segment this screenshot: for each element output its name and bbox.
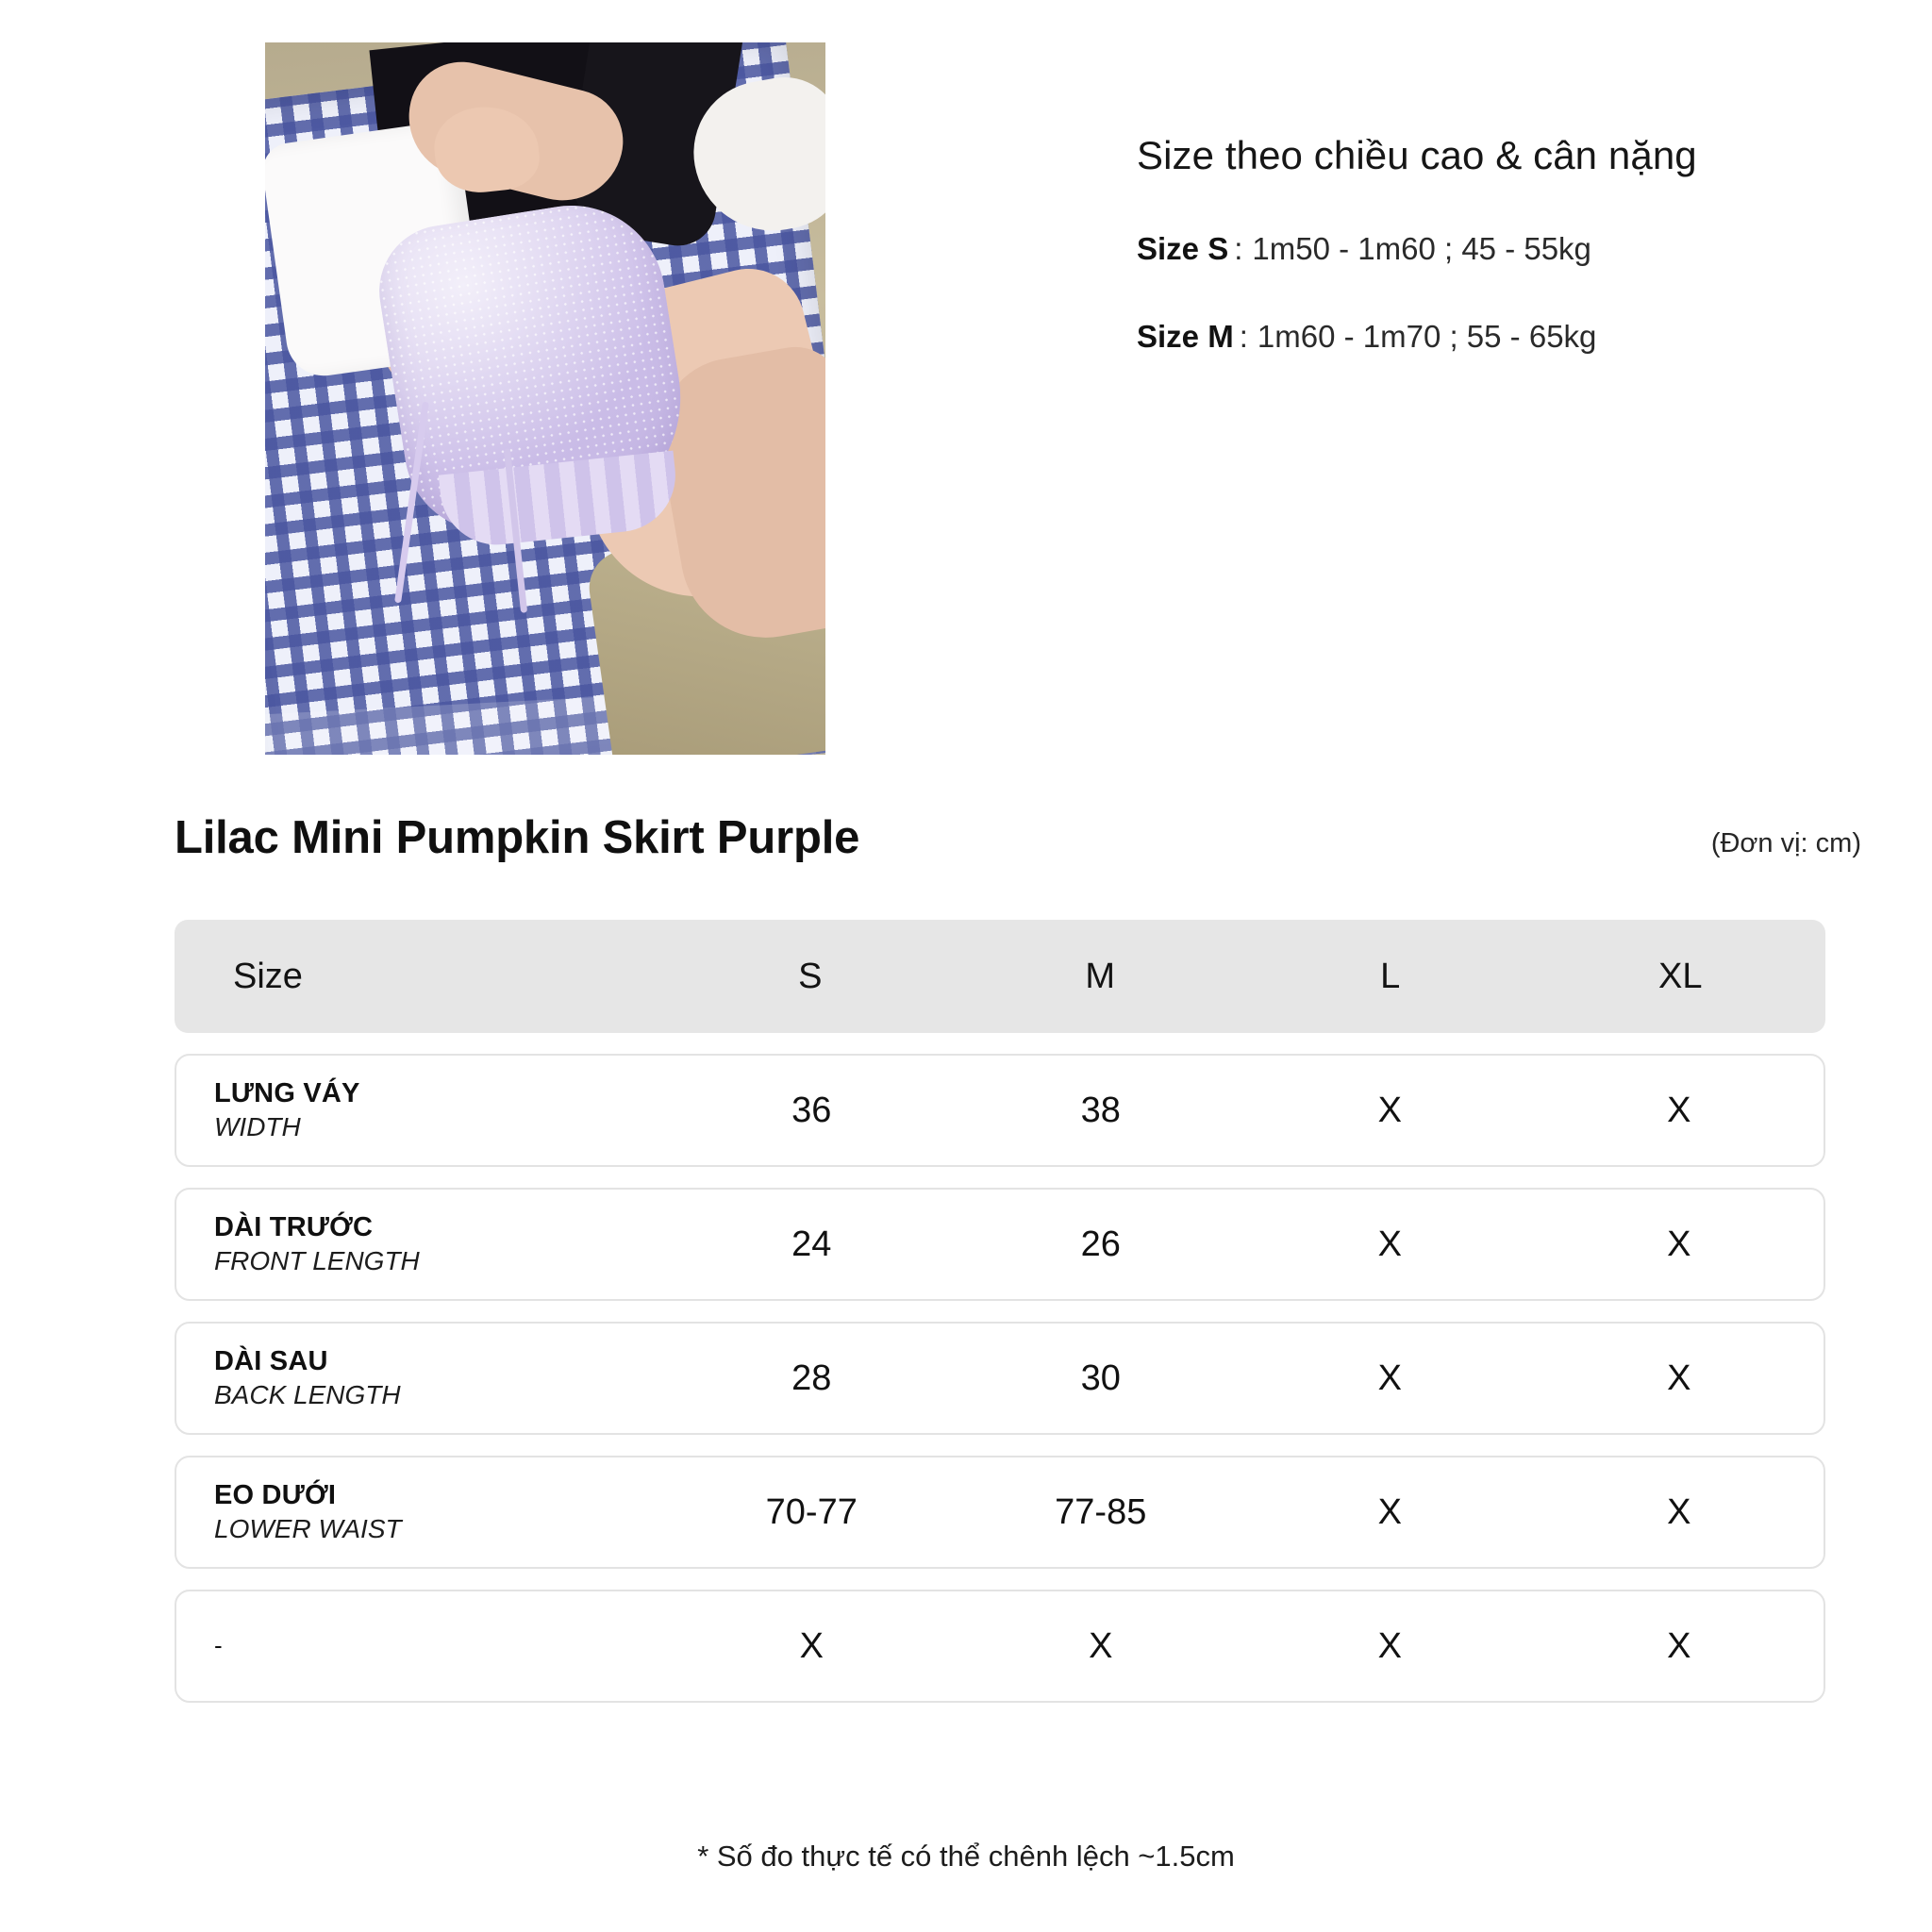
row-label-en: WIDTH xyxy=(214,1111,301,1141)
size-m-colon: : xyxy=(1239,319,1248,355)
unit-note: (Đơn vị: cm) xyxy=(1710,828,1861,858)
row-label-vi: DÀI TRƯỚC xyxy=(214,1212,374,1243)
row-label-vi: - xyxy=(214,1631,223,1660)
row-label-vi: EO DƯỚI xyxy=(214,1480,337,1511)
cell-lower-waist-s: 70-77 xyxy=(765,1491,858,1532)
cell-width-xl: X xyxy=(1667,1090,1691,1130)
measurement-table xyxy=(175,920,1825,1703)
table-row xyxy=(175,1188,1825,1301)
size-guide-block xyxy=(1137,132,1873,355)
cell-back-length-l: X xyxy=(1377,1357,1402,1398)
row-label-vi: LƯNG VÁY xyxy=(214,1078,360,1109)
size-m-value: 1m60 - 1m70 ; 55 - 65kg xyxy=(1257,319,1597,355)
size-s-label: Size S xyxy=(1137,231,1229,267)
cell-empty-m: X xyxy=(1089,1625,1113,1666)
size-guide-heading: Size theo chiều cao & cân nặng xyxy=(1137,133,1697,177)
cell-width-s: 36 xyxy=(791,1090,832,1130)
cell-back-length-s: 28 xyxy=(791,1357,832,1398)
row-label-empty xyxy=(176,1631,667,1661)
product-photo xyxy=(265,42,825,755)
cell-empty-l: X xyxy=(1377,1625,1402,1666)
title-row xyxy=(0,811,1932,896)
cell-lower-waist-xl: X xyxy=(1667,1491,1691,1532)
cell-width-l: X xyxy=(1377,1090,1402,1130)
cell-empty-s: X xyxy=(799,1625,824,1666)
header-col-s: S xyxy=(798,956,823,996)
row-label-width xyxy=(176,1077,667,1143)
cell-front-length-xl: X xyxy=(1667,1224,1691,1264)
page-title: Lilac Mini Pumpkin Skirt Purple xyxy=(175,812,860,863)
size-m-label: Size M xyxy=(1137,319,1234,355)
row-label-vi: DÀI SAU xyxy=(214,1346,328,1377)
row-label-en: LOWER WAIST xyxy=(214,1513,402,1543)
cell-front-length-s: 24 xyxy=(791,1224,832,1264)
size-s-value: 1m50 - 1m60 ; 45 - 55kg xyxy=(1252,231,1591,267)
size-guide-row-m xyxy=(1137,319,1873,355)
row-label-back-length xyxy=(176,1345,667,1411)
header-col-xl: XL xyxy=(1658,956,1703,996)
size-guide-row-s xyxy=(1137,231,1873,267)
table-header-row xyxy=(175,920,1825,1033)
measurement-footnote: * Số đo thực tế có thể chênh lệch ~1.5cm xyxy=(697,1840,1235,1873)
size-s-colon: : xyxy=(1234,231,1243,267)
cell-lower-waist-m: 77-85 xyxy=(1055,1491,1147,1532)
cell-back-length-m: 30 xyxy=(1080,1357,1121,1398)
cell-back-length-xl: X xyxy=(1667,1357,1691,1398)
cell-front-length-l: X xyxy=(1377,1224,1402,1264)
table-row xyxy=(175,1590,1825,1703)
table-row xyxy=(175,1456,1825,1569)
cell-width-m: 38 xyxy=(1080,1090,1121,1130)
cell-lower-waist-l: X xyxy=(1377,1491,1402,1532)
top-section xyxy=(0,0,1932,774)
table-row xyxy=(175,1054,1825,1167)
product-photo-image xyxy=(265,42,825,755)
header-size-label: Size xyxy=(233,956,303,996)
row-label-en: FRONT LENGTH xyxy=(214,1245,420,1275)
row-label-front-length xyxy=(176,1211,667,1277)
row-label-en: BACK LENGTH xyxy=(214,1379,401,1409)
cell-empty-xl: X xyxy=(1667,1625,1691,1666)
header-col-m: M xyxy=(1085,956,1116,996)
table-row xyxy=(175,1322,1825,1435)
cell-front-length-m: 26 xyxy=(1080,1224,1121,1264)
row-label-lower-waist xyxy=(176,1479,667,1545)
header-col-l: L xyxy=(1380,956,1401,996)
